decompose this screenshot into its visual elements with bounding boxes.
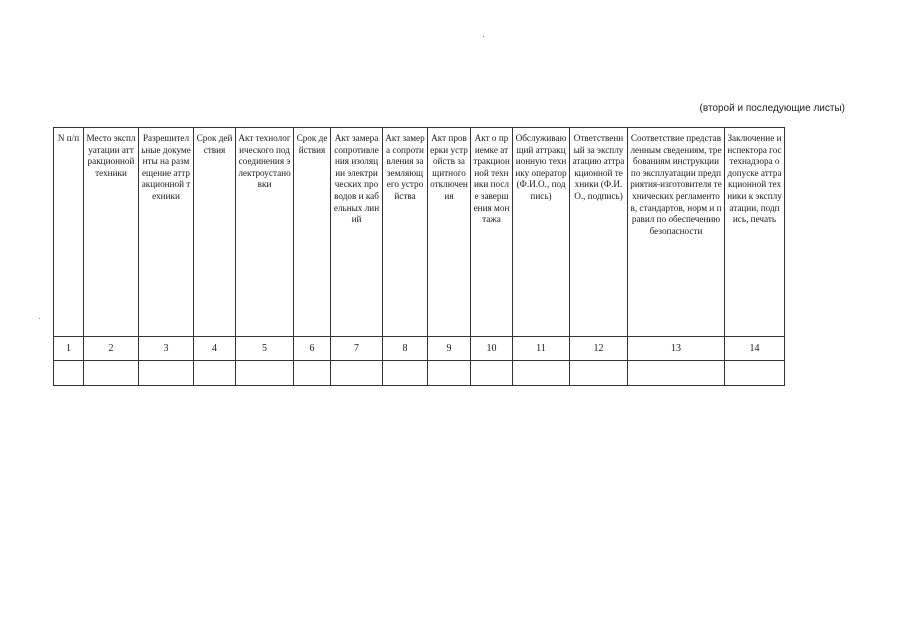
scan-speck <box>483 36 484 37</box>
column-header-responsible: Ответственный за эксплуатацию аттракционной техники (Ф.И.О., подпись) <box>570 128 628 337</box>
empty-cell <box>383 361 428 386</box>
header-row <box>54 128 785 337</box>
column-header-row-number: N п/п <box>54 128 84 337</box>
empty-cell <box>471 361 513 386</box>
column-number-row <box>54 337 785 361</box>
empty-cell <box>570 361 628 386</box>
column-number: 7 <box>331 337 383 361</box>
empty-cell <box>428 361 471 386</box>
column-number: 8 <box>383 337 428 361</box>
empty-cell <box>236 361 294 386</box>
column-header-connection-act: Акт технологического подсоединения электроустановки <box>236 128 294 337</box>
column-header-inspector-conclusion: Заключение инспектора гостехнадзора о допуске аттракционной техники к эксплуатации, подпись, печать <box>725 128 785 337</box>
column-header-compliance: Соответствие представленным сведениям, требованиям инструкции по эксплуатации предприятия-изготовителя технических регламентов, стандартов, норм и правил по обеспечению безопасности <box>628 128 725 337</box>
scan-speck <box>39 318 40 319</box>
column-header-validity-period: Срок действия <box>194 128 236 337</box>
column-number: 12 <box>570 337 628 361</box>
empty-cell <box>331 361 383 386</box>
page-note: (второй и последующие листы) <box>699 103 845 114</box>
register-table <box>53 127 785 386</box>
column-number: 3 <box>139 337 194 361</box>
column-number: 6 <box>294 337 331 361</box>
column-header-validity-period-2: Срок действия <box>294 128 331 337</box>
column-number: 5 <box>236 337 294 361</box>
empty-data-row <box>54 361 785 386</box>
empty-cell <box>628 361 725 386</box>
column-header-grounding-act: Акт замера сопротивления заземляющего устройства <box>383 128 428 337</box>
column-header-operator: Обслуживающий аттракционную технику оператор (Ф.И.О., подпись) <box>513 128 570 337</box>
column-number: 9 <box>428 337 471 361</box>
column-number: 10 <box>471 337 513 361</box>
column-header-insulation-act: Акт замера сопротивления изоляции электрических проводов и кабельных линий <box>331 128 383 337</box>
empty-cell <box>725 361 785 386</box>
empty-cell <box>54 361 84 386</box>
column-number: 13 <box>628 337 725 361</box>
column-number: 1 <box>54 337 84 361</box>
column-header-permits: Разрешительные документы на размещение аттракционной техники <box>139 128 194 337</box>
empty-cell <box>194 361 236 386</box>
empty-cell <box>513 361 570 386</box>
column-number: 2 <box>84 337 139 361</box>
empty-cell <box>139 361 194 386</box>
column-number: 11 <box>513 337 570 361</box>
column-header-location: Место эксплуатации аттракционной техники <box>84 128 139 337</box>
column-header-rcd-act: Акт проверки устройств защитного отключения <box>428 128 471 337</box>
column-number: 4 <box>194 337 236 361</box>
column-header-acceptance-act: Акт о приемке аттракционной техники после завершения монтажа <box>471 128 513 337</box>
column-number: 14 <box>725 337 785 361</box>
empty-cell <box>294 361 331 386</box>
empty-cell <box>84 361 139 386</box>
